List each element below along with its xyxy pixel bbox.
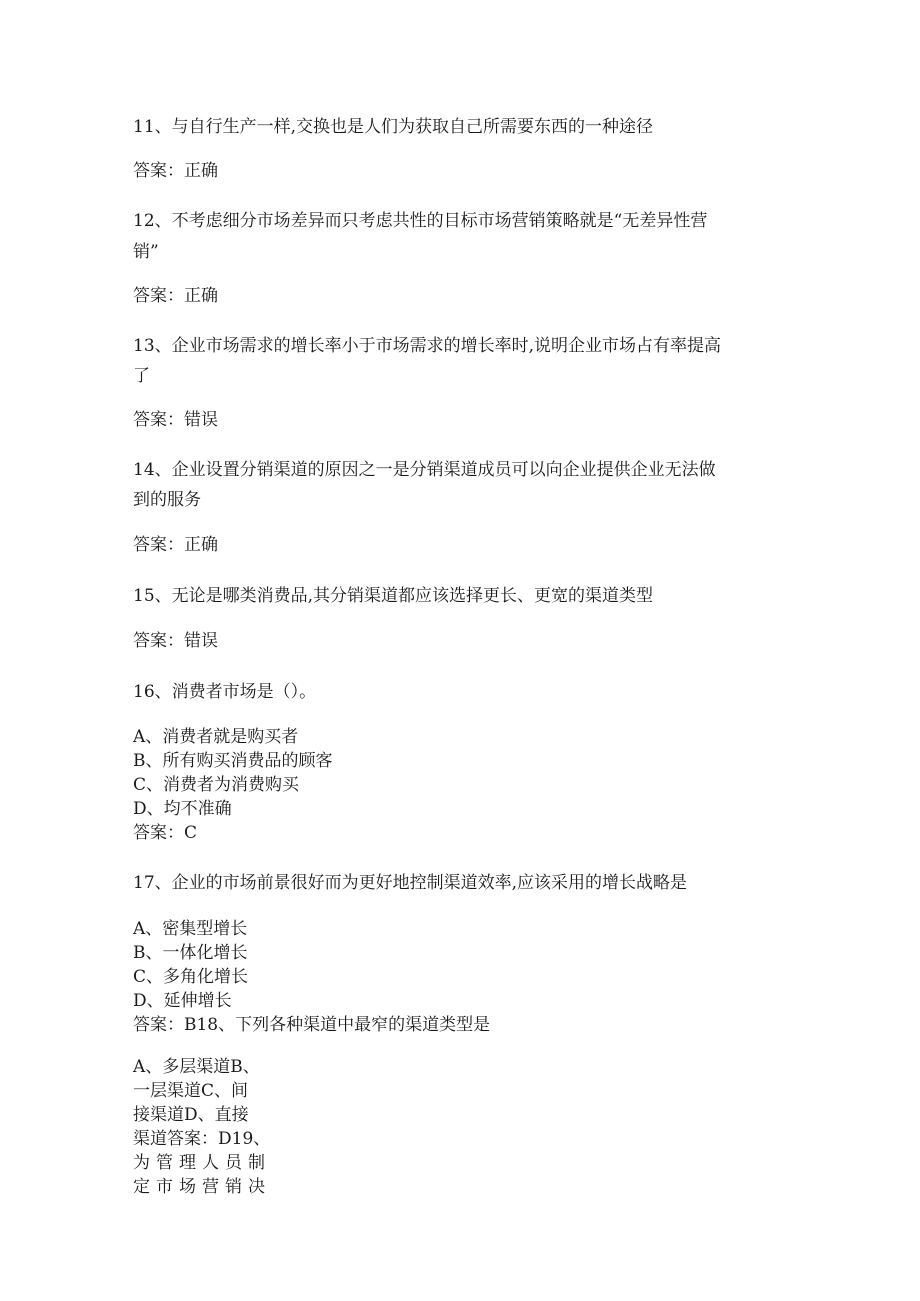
question-14-line2: 到的服务 (133, 490, 201, 510)
question-15: 15、无论是哪类消费品,其分销渠道都应该选择更长、更宽的渠道类型 (133, 586, 654, 606)
question-11: 11、与自行生产一样,交换也是人们为获取自己所需要东西的一种途径 (133, 117, 654, 137)
option-16-c: C、消费者为消费购买 (133, 775, 300, 795)
question-13-line1: 13、企业市场需求的增长率小于市场需求的增长率时,说明企业市场占有率提高 (133, 336, 722, 356)
q19-line-2: 定市场营销决 (133, 1177, 271, 1197)
answer-15: 答案：错误 (133, 631, 218, 651)
option-17-d: D、延伸增长 (133, 991, 232, 1011)
q19-line-1: 为管理人员制 (133, 1153, 271, 1173)
q18-line-2: 一层渠道C、间 (133, 1081, 249, 1101)
question-12-line2: 销” (133, 242, 159, 262)
option-16-d: D、均不准确 (133, 799, 232, 819)
answer-12: 答案：正确 (133, 286, 218, 306)
option-16-a: A、消费者就是购买者 (133, 727, 299, 747)
question-14-line1: 14、企业设置分销渠道的原因之一是分销渠道成员可以向企业提供企业无法做 (133, 460, 716, 480)
question-12-line1: 12、不考虑细分市场差异而只考虑共性的目标市场营销策略就是“无差异性营 (133, 211, 708, 231)
question-17: 17、企业的市场前景很好而为更好地控制渠道效率,应该采用的增长战略是 (133, 873, 688, 893)
q18-line-4: 渠道答案：D19、 (133, 1129, 271, 1149)
question-13-line2: 了 (133, 366, 150, 386)
q18-line-1: A、多层渠道B、 (133, 1057, 260, 1077)
question-16: 16、消费者市场是（）。 (133, 682, 317, 702)
q18-line-3: 接渠道D、直接 (133, 1105, 249, 1125)
answer-11: 答案：正确 (133, 161, 218, 181)
answer-17-question-18: 答案：B18、下列各种渠道中最窄的渠道类型是 (133, 1015, 491, 1035)
answer-13: 答案：错误 (133, 410, 218, 430)
answer-16: 答案：C (133, 823, 198, 843)
option-16-b: B、所有购买消费品的顾客 (133, 751, 333, 771)
option-17-a: A、密集型增长 (133, 919, 248, 939)
option-17-c: C、多角化增长 (133, 967, 249, 987)
answer-14: 答案：正确 (133, 535, 218, 555)
option-17-b: B、一体化增长 (133, 943, 248, 963)
